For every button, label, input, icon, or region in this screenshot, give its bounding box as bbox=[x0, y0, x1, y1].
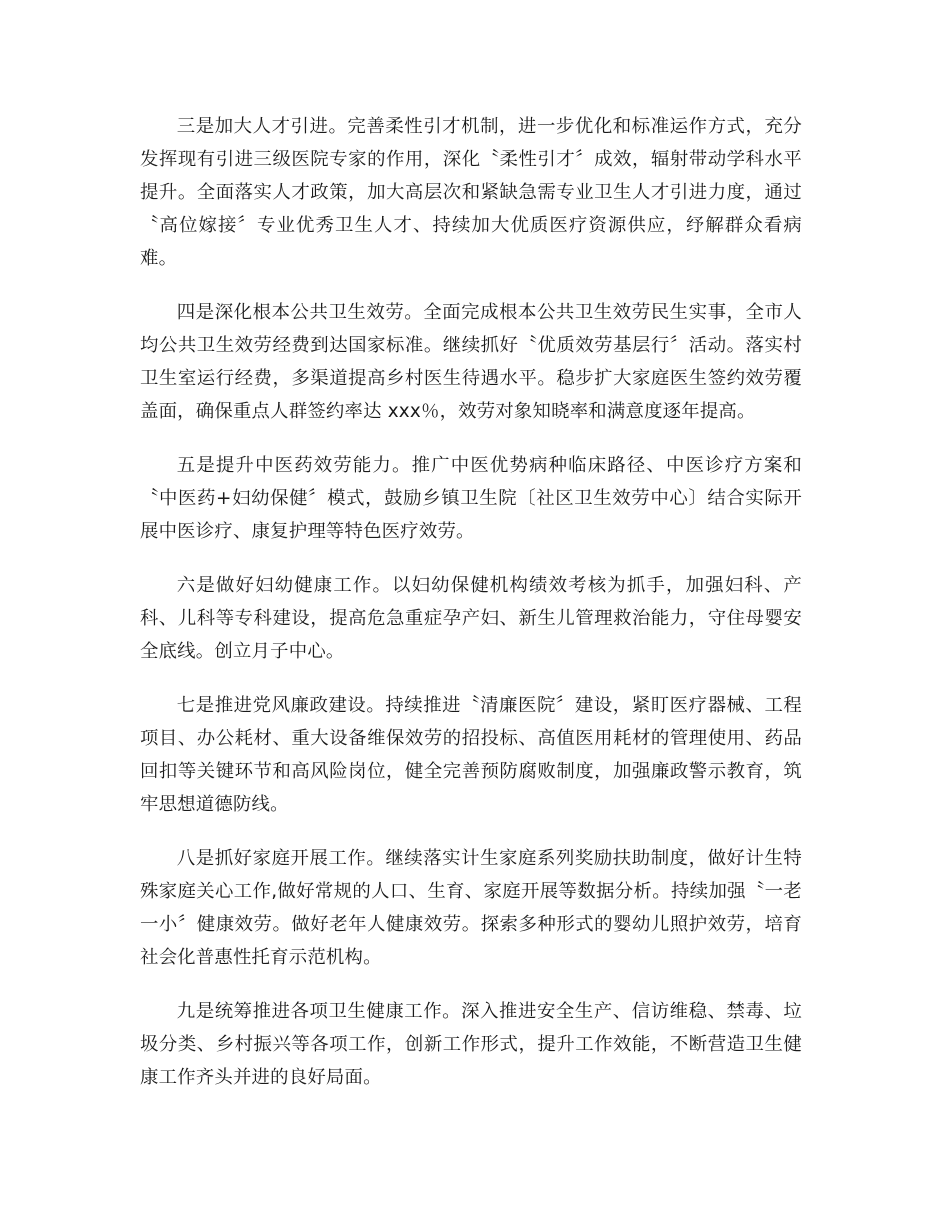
paragraph-tcm-service: 五是提升中医药效劳能力。推广中医优势病种临床路径、中医诊疗方案和〝中医药+妇幼保健〞模式，鼓励乡镇卫生院〔社区卫生效劳中心〕结合实际开展中医诊疗、康复护理等特色医疗效劳。 bbox=[140, 455, 802, 542]
paragraph-family-development: 八是抓好家庭开展工作。继续落实计生家庭系列奖励扶助制度，做好计生特殊家庭关心工作,做好常规的人口、生育、家庭开展等数据分析。持续加强〝一老一小〞健康效劳。做好老年人健康效劳。探索多种形式的婴幼儿照护效劳，培育社会化普惠性托育示范机构。 bbox=[140, 848, 802, 968]
paragraph-overall-health-work: 九是统筹推进各项卫生健康工作。深入推进安全生产、信访维稳、禁毒、垃圾分类、乡村振兴等各项工作，创新工作形式，提升工作效能，不断营造卫生健康工作齐头并进的良好局面。 bbox=[140, 1001, 802, 1088]
document-body bbox=[140, 110, 802, 1115]
paragraph-integrity-building: 七是推进党风廉政建设。持续推进〝清廉医院〞建设，紧盯医疗器械、工程项目、办公耗材、重大设备维保效劳的招投标、高值医用耗材的管理使用、药品回扣等关键环节和高风险岗位，健全完善预防腐败制度，加强廉政警示教育，筑牢思想道德防线。 bbox=[140, 695, 802, 815]
paragraph-talent-recruitment: 三是加大人才引进。完善柔性引才机制，进一步优化和标准运作方式，充分发挥现有引进三级医院专家的作用，深化〝柔性引才〞成效，辐射带动学科水平提升。全面落实人才政策，加大高层次和紧缺急需专业卫生人才引进力度，通过〝高位嫁接〞专业优秀卫生人才、持续加大优质医疗资源供应，纾解群众看病难。 bbox=[140, 116, 802, 269]
paragraph-public-health-service: 四是深化根本公共卫生效劳。全面完成根本公共卫生效劳民生实事，全市人均公共卫生效劳经费到达国家标准。继续抓好〝优质效劳基层行〞活动。落实村卫生室运行经费，多渠道提高乡村医生待遇水平。稳步扩大家庭医生签约效劳覆盖面，确保重点人群签约率达 xxx％，效劳对象知晓率和满意度逐年提高。 bbox=[140, 302, 802, 422]
paragraph-maternal-child-health: 六是做好妇幼健康工作。以妇幼保健机构绩效考核为抓手，加强妇科、产科、儿科等专科建设，提高危急重症孕产妇、新生儿管理救治能力，守住母婴安全底线。创立月子中心。 bbox=[140, 575, 802, 662]
